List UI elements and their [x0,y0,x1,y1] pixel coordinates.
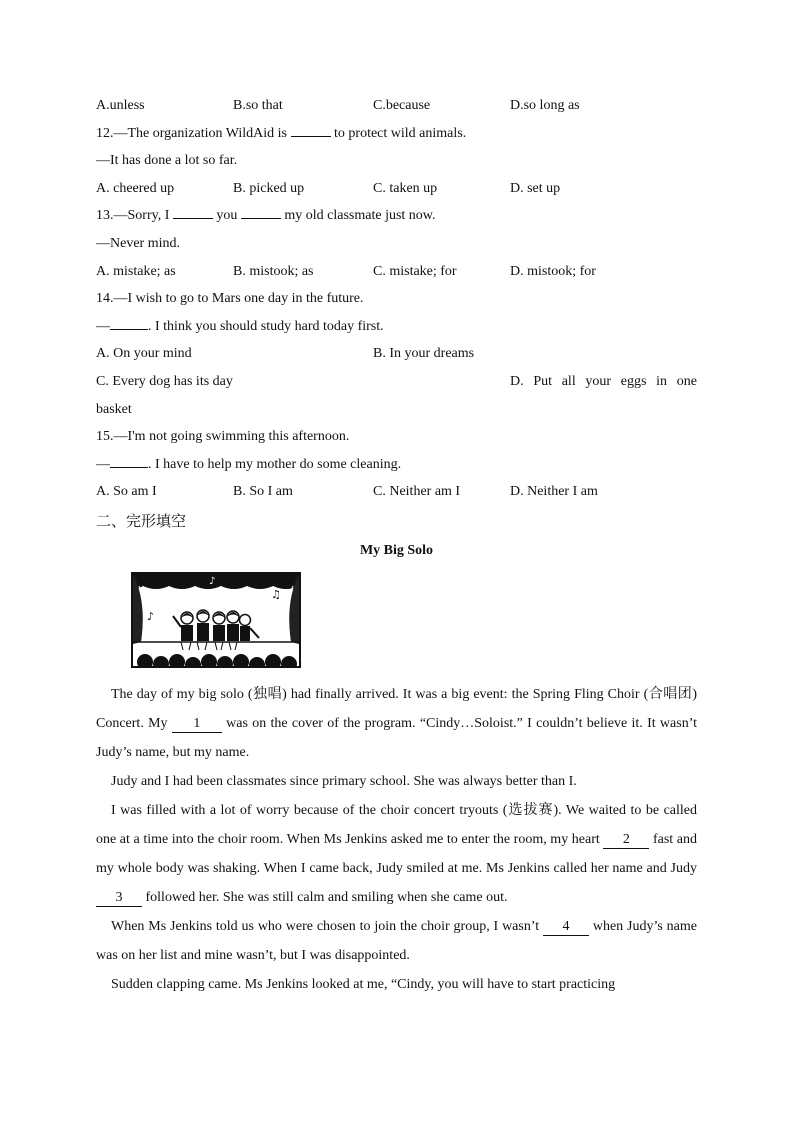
q14-blank [110,329,148,330]
q12-options [96,175,697,203]
q13-option-b: B. mistook; as [233,263,314,279]
q15-prompt: 15.—I'm not going swimming this afternoon. [96,429,350,445]
q13-option-d: D. mistook; for [510,263,596,279]
q13-option-c: C. mistake; for [373,263,457,279]
cloze-blank-2: 2 [603,832,649,849]
passage-paragraph-2: Judy and I had been classmates since primary school. She was always better than I. [111,773,577,789]
q14-options-row2 [96,368,697,396]
q12-option-c: C. taken up [373,180,438,196]
q11-option-a: A.unless [96,98,145,113]
q13-reply: —Never mind. [96,235,180,251]
q15-option-d: D. Neither I am [510,484,598,500]
q14-reply: — . I think you should study hard today first. [96,318,384,334]
passage-paragraph-3: I was filled with a lot of worry because of the choir concert tryouts (选拔赛). We waited to be called one at a time into the choir room. When Ms Jenkins asked me to enter the room, my heart 2 fast and my whole body was shaking. When I came back, Judy smiled at me. Ms Jenkins called her name and Judy 3 followed her. She was still calm and smiling when she came out. [96,802,697,905]
cloze-blank-3: 3 [96,890,142,907]
cloze-blank-1: 1 [172,716,222,733]
q14-option-b: B. In your dreams [373,346,475,362]
q12-reply: —It has done a lot so far. [96,153,238,169]
q11-option-d: D.so long as [510,98,580,113]
worksheet-page [96,92,697,999]
q12-option-a: A. cheered up [96,180,175,196]
q14-options-row1 [96,340,697,368]
choir-stage-image [131,572,301,668]
q13-options [96,258,697,286]
q11-option-c: C.because [373,98,431,113]
q11-options [96,92,697,120]
q13-option-a: A. mistake; as [96,263,176,279]
q13-blank-2 [241,218,281,219]
q14-prompt: 14.—I wish to go to Mars one day in the future. [96,291,364,307]
q12-prompt: 12.—The organization WildAid is to protect wild animals. [96,125,467,141]
q12-option-b: B. picked up [233,180,305,196]
q15-option-a: A. So am I [96,484,157,500]
q12-blank [291,136,331,137]
q15-option-c: C. Neither am I [373,484,461,500]
q14-option-a: A. On your mind [96,346,192,362]
passage-paragraph-1: The day of my big solo (独唱) had finally arrived. It was a big event: the Spring Fling Choir (合唱团) Concert. My 1 was on the cover of the program. “Cindy…Soloist.” I couldn’t believe it. It wasn’t Judy’s name, but my name. [96,686,697,760]
section-heading: 二、完形填空 [96,511,187,530]
stage-illustration [131,572,697,672]
cloze-blank-4: 4 [543,919,589,936]
svg-text:♫: ♫ [271,587,281,601]
q15-options [96,478,697,506]
q14-option-d-cont: basket [96,401,132,417]
q12-option-d: D. set up [510,180,561,196]
svg-text:♪: ♪ [147,609,155,623]
q13-prompt: 13.—Sorry, I you my old classmate just now. [96,208,436,224]
passage-paragraph-5: Sudden clapping came. Ms Jenkins looked at me, “Cindy, you will have to start practicing [111,976,616,992]
passage-paragraph-4: When Ms Jenkins told us who were chosen to join the choir group, I wasn’t 4 when Judy’s name was on her list and mine wasn’t, but I was disappointed. [96,918,697,963]
q15-reply: — . I have to help my mother do some cleaning. [96,456,402,472]
q14-option-c: C. Every dog has its day [96,373,233,389]
q15-option-b: B. So I am [233,484,293,500]
q13-blank-1 [173,218,213,219]
q11-option-b: B.so that [233,98,283,113]
q15-blank [110,467,148,468]
passage-title: My Big Solo [359,542,434,558]
q14-option-d: D. Put all your eggs in one [510,373,697,389]
svg-text:♪: ♪ [209,575,216,587]
